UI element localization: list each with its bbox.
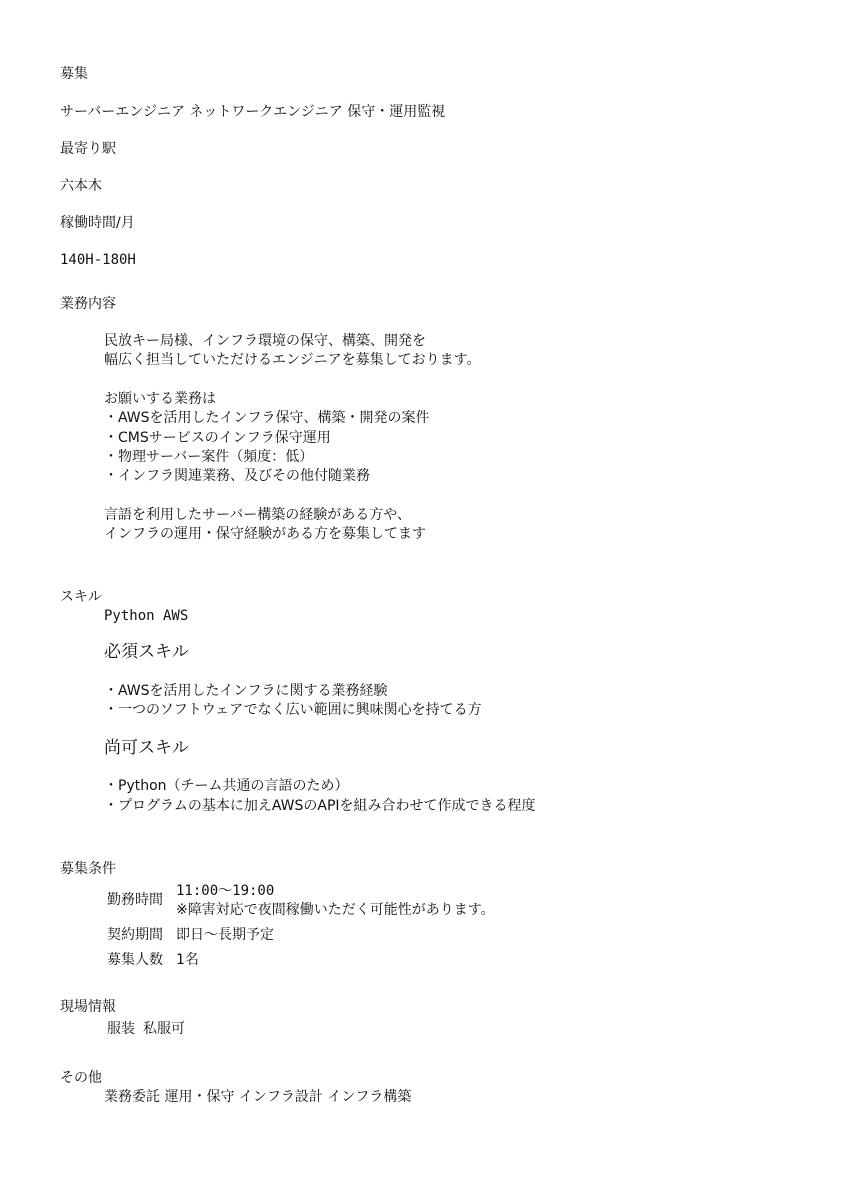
recruit-label: 募集 <box>60 66 88 82</box>
positions-text: サーバーエンジニア ネットワークエンジニア 保守・運用監視 <box>60 104 446 120</box>
hours-value: 140H-180H <box>60 252 136 268</box>
contract-value: 即日〜長期予定 <box>176 927 274 943</box>
work-closing-line-1: 言語を利用したサーバー構築の経験がある方や、 <box>104 507 412 523</box>
other-heading: その他 <box>60 1070 102 1086</box>
preferred-skill-item: ・プログラムの基本に加えAWSのAPIを組み合わせて作成できる程度 <box>104 798 536 814</box>
work-task-item: ・CMSサービスのインフラ保守運用 <box>104 430 331 446</box>
work-task-item: ・AWSを活用したインフラ保守、構築・開発の案件 <box>104 410 430 426</box>
skills-tags: Python AWS <box>104 608 189 624</box>
conditions-heading: 募集条件 <box>60 861 116 877</box>
site-heading: 現場情報 <box>60 999 116 1015</box>
work-closing-line-2: インフラの運用・保守経験がある方を募集してます <box>104 526 426 542</box>
skills-heading: スキル <box>60 589 102 605</box>
work-intro-line-1: 民放キー局様、インフラ環境の保守、構築、開発を <box>104 333 426 349</box>
preferred-skills-title: 尚可スキル <box>104 738 189 758</box>
required-skill-item: ・一つのソフトウェアでなく広い範囲に興味関心を持てる方 <box>104 702 482 718</box>
required-skills-title: 必須スキル <box>104 642 189 662</box>
contract-label: 契約期間 <box>107 927 163 943</box>
work-tasks-title: お願いする業務は <box>104 391 216 407</box>
headcount-label: 募集人数 <box>107 952 163 968</box>
station-value: 六本木 <box>60 178 102 194</box>
work-intro-line-2: 幅広く担当していただけるエンジニアを募集しております。 <box>104 352 481 368</box>
work-task-item: ・インフラ関連業務、及びその他付随業務 <box>104 468 370 484</box>
hours-label: 稼働時間/月 <box>60 215 135 231</box>
dress-label: 服装 <box>107 1021 135 1037</box>
work-task-item: ・物理サーバー案件（頻度：低） <box>104 449 314 465</box>
work-heading: 業務内容 <box>60 296 116 312</box>
other-tags: 業務委託 運用・保守 インフラ設計 インフラ構築 <box>104 1089 412 1105</box>
dress-value: 私服可 <box>143 1021 185 1037</box>
headcount-value: 1名 <box>176 952 199 968</box>
station-label: 最寄り駅 <box>60 141 116 157</box>
preferred-skill-item: ・Python（チーム共通の言語のため） <box>104 778 349 794</box>
work-time-label: 勤務時間 <box>107 892 163 908</box>
work-time-note: ※障害対応で夜間稼働いただく可能性があります。 <box>176 902 495 918</box>
required-skill-item: ・AWSを活用したインフラに関する業務経験 <box>104 683 388 699</box>
work-time-value: 11:00〜19:00 <box>176 883 275 899</box>
